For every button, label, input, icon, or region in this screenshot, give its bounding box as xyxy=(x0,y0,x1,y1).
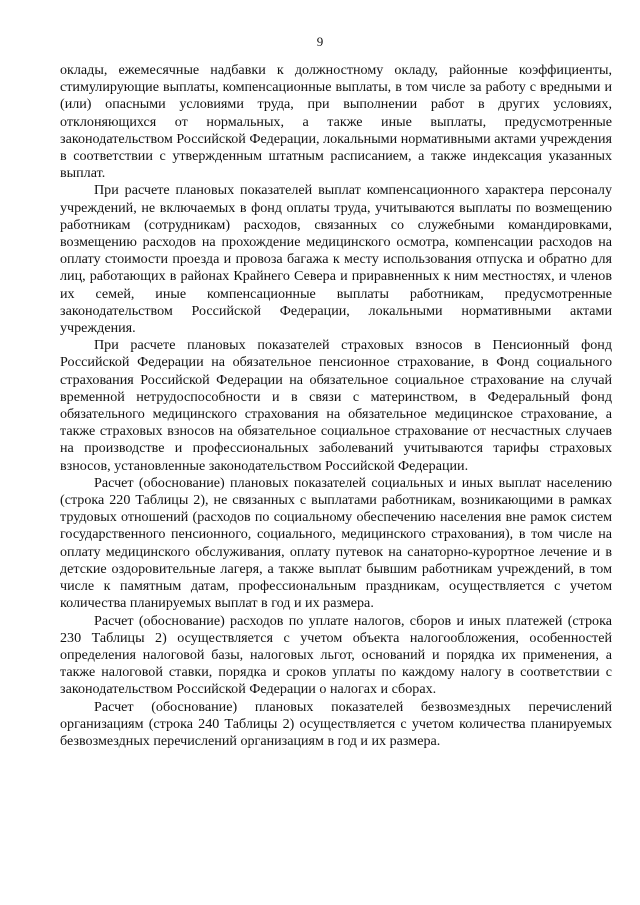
document-body xyxy=(60,62,612,750)
page-number: 9 xyxy=(316,34,324,49)
paragraph-insurance-contributions: При расчете плановых показателей страховых взносов в Пенсионный фонд Российской Федерации на обязательное пенсионное страхование, в Фонд социального страхования Российской Федерации на обязательное социальное страхование на случай временной нетрудоспособности и в связи с материнством, в Федеральный фонд обязательного медицинского страхования на обязательное медицинское страхование, а также страховых взносов на обязательное социальное страхование от несчастных случаев на производстве и профессиональных заболеваний учитываются тарифы страховых взносов, установленные законодательством Российской Федерации. xyxy=(60,337,612,474)
paragraph-social-payments: Расчет (обоснование) плановых показателей социальных и иных выплат населению (строка 220 Таблицы 2), не связанных с выплатами работникам, возникающими в рамках трудовых отношений (расходов по социальному обеспечению населения вне рамок систем государственного пенсионного, социального, медицинского страхования), в том числе на оплату медицинского обслуживания, оплату путевок на санаторно-курортное лечение и в детские оздоровительные лагеря, а также выплат бывшим работникам учреждений, в том числе к памятным датам, профессиональным праздникам, осуществляется с учетом количества планируемых выплат в год и их размера. xyxy=(60,474,612,612)
paragraph-gratuitous-transfers: Расчет (обоснование) плановых показателей безвозмездных перечислений организациям (строка 240 Таблицы 2) осуществляется с учетом количества планируемых безвозмездных перечислений организациям в год и их размера. xyxy=(60,698,612,749)
paragraph-salary-components: оклады, ежемесячные надбавки к должностному окладу, районные коэффициенты, стимулирующие выплаты, компенсационные выплаты, в том числе за работу с вредными и (или) опасными условиями труда, при выполнении работ в других условиях, отклоняющихся от нормальных, а также иные выплаты, предусмотренные законодательством Российской Федерации, локальными нормативными актами учреждения в соответствии с утвержденным штатным расписанием, а также индексация указанных выплат. xyxy=(60,62,612,182)
paragraph-taxes-fees: Расчет (обоснование) расходов по уплате налогов, сборов и иных платежей (строка 230 Таблицы 2) осуществляется с учетом объекта налогообложения, особенностей определения налоговой базы, налоговых льгот, оснований и порядка их применения, а также налоговой ставки, порядка и сроков уплаты по каждому налогу в соответствии с законодательством Российской Федерации о налогах и сборах. xyxy=(60,612,612,698)
paragraph-compensation-payments: При расчете плановых показателей выплат компенсационного характера персоналу учреждений, не включаемых в фонд оплаты труда, учитываются выплаты по возмещению работникам (сотрудникам) расходов, связанных со служебными командировками, возмещению расходов на прохождение медицинского осмотра, компенсации расходов на оплату стоимости проезда и провоза багажа к месту использования отпуска и обратно для лиц, работающих в районах Крайнего Севера и приравненных к ним местностях, и членов их семей, иные компенсационные выплаты работникам, предусмотренные законодательством Российской Федерации, локальными нормативными актами учреждения. xyxy=(60,182,612,337)
